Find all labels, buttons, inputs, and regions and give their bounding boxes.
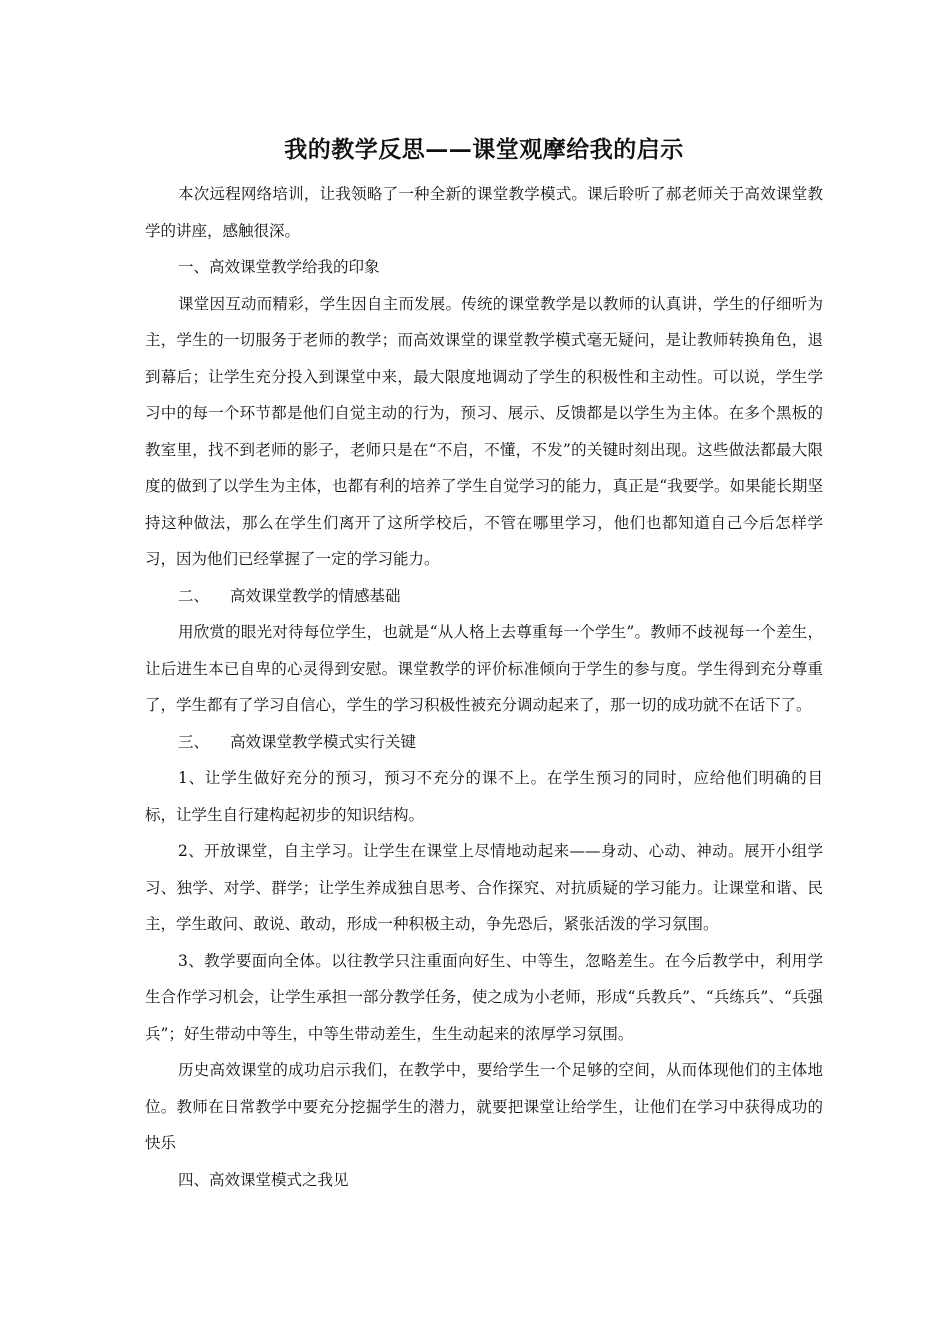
section-1-paragraph: 课堂因互动而精彩，学生因自主而发展。传统的课堂教学是以教师的认真讲，学生的仔细听为主，学生的一切服务于老师的教学；而高效课堂的课堂教学模式毫无疑问，是让教师转换角色，退到幕后；让学生充分投入到课堂中来，最大限度地调动了学生的积极性和主动性。可以说，学生学习中的每一个环节都是他们自觉主动的行为，预习、展示、反馈都是以学生为主体。在多个黑板的教室里，找不到老师的影子，老师只是在“不启，不懂，不发”的关键时刻出现。这些做法都最大限度的做到了以学生为主体，也都有利的培养了学生自觉学习的能力，真正是“我要学。如果能长期坚持这种做法，那么在学生们离开了这所学校后，不管在哪里学习，他们也都知道自己今后怎样学习，因为他们已经掌握了一定的学习能力。 — [145, 294, 823, 568]
section-3-point-2: 2、开放课堂，自主学习。让学生在课堂上尽情地动起来——身动、心动、神动。展开小组学习、独学、对学、群学；让学生养成独自思考、合作探究、对抗质疑的学习能力。让课堂和谐、民主，学生敢问、敢说、敢动，形成一种积极主动，争先恐后，紧张活泼的学习氛围。 — [145, 842, 823, 933]
section-3-conclusion: 历史高效课堂的成功启示我们，在教学中，要给学生一个足够的空间，从而体现他们的主体地位。教师在日常教学中要充分挖掘学生的潜力，就要把课堂让给学生，让他们在学习中获得成功的快乐 — [145, 1061, 823, 1152]
section-3-point-3: 3、教学要面向全体。以往教学只注重面向好生、中等生，忽略差生。在今后教学中，利用学生合作学习机会，让学生承担一部分教学任务，使之成为小老师，形成“兵教兵”、“兵练兵”、“兵强兵”；好生带动中等生，中等生带动差生，生生动起来的浓厚学习氛围。 — [145, 951, 823, 1043]
intro-paragraph: 本次远程网络培训，让我领略了一种全新的课堂教学模式。课后聆听了郝老师关于高效课堂教学的讲座，感触很深。 — [145, 185, 823, 240]
section-heading-3-text: 高效课堂教学模式实行关键 — [230, 732, 417, 751]
section-heading-3 — [145, 724, 823, 761]
section-heading-3-number: 三、 — [178, 732, 210, 751]
section-heading-2-number: 二、 — [178, 586, 210, 605]
section-heading-2-text: 高效课堂教学的情感基础 — [230, 586, 401, 605]
document-body — [145, 130, 823, 1198]
section-3-point-1: 1、让学生做好充分的预习，预习不充分的课不上。在学生预习的同时，应给他们明确的目标，让学生自行建构起初步的知识结构。 — [145, 769, 823, 824]
section-heading-1: 一、高效课堂教学给我的印象 — [178, 258, 380, 276]
section-2-paragraph: 用欣赏的眼光对待每位学生，也就是“从人格上去尊重每一个学生”。教师不歧视每一个差生，让后进生本已自卑的心灵得到安慰。课堂教学的评价标准倾向于学生的参与度。学生得到充分尊重了，学生都有了学习自信心，学生的学习积极性被充分调动起来了，那一切的成功就不在话下了。 — [145, 623, 823, 714]
document-title: 我的教学反思——课堂观摩给我的启示 — [284, 136, 684, 163]
section-heading-2 — [145, 578, 823, 615]
section-heading-4: 四、高效课堂模式之我见 — [178, 1170, 349, 1189]
